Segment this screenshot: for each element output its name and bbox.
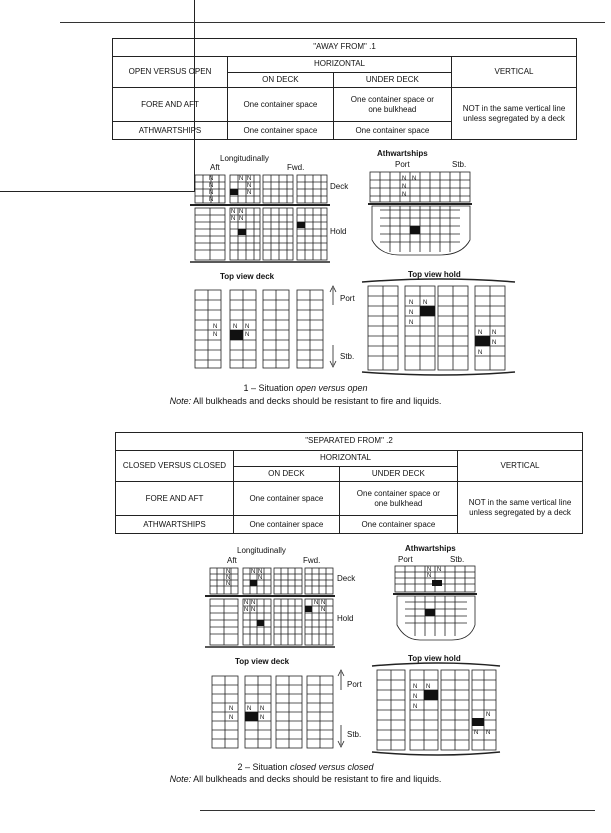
- svg-text:N: N: [409, 310, 414, 316]
- athwartships-label: Athwartships: [377, 149, 428, 158]
- svg-text:N: N: [409, 300, 414, 306]
- svg-text:N: N: [478, 350, 483, 356]
- svg-text:N: N: [251, 600, 256, 606]
- horizontal-header: HORIZONTAL: [234, 450, 458, 466]
- caption-2-italic: closed versus closed: [290, 762, 374, 772]
- svg-text:N: N: [427, 567, 432, 573]
- svg-text:N: N: [245, 332, 250, 338]
- fore-aft-on-deck: One container space: [234, 482, 340, 516]
- fore-aft-under-deck-line1: One container space or: [356, 488, 440, 498]
- svg-text:N: N: [486, 730, 491, 736]
- svg-text:N: N: [426, 684, 431, 690]
- fore-aft-under-deck-line2: one bulkhead: [368, 104, 417, 114]
- svg-text:N: N: [413, 684, 418, 690]
- svg-text:N: N: [258, 575, 263, 581]
- port-label: Port: [395, 160, 410, 169]
- svg-text:N: N: [226, 581, 231, 587]
- caption-1-prefix: 1 – Situation: [243, 383, 296, 393]
- svg-text:N: N: [492, 340, 497, 346]
- svg-text:N: N: [260, 715, 265, 721]
- svg-text:N: N: [209, 183, 214, 189]
- caption-1-italic: open versus open: [295, 383, 368, 393]
- row-label: OPEN VERSUS OPEN: [113, 56, 228, 87]
- svg-text:N: N: [474, 730, 479, 736]
- note-2-label: Note:: [169, 774, 192, 784]
- svg-text:N: N: [239, 176, 244, 182]
- svg-text:N: N: [260, 706, 265, 712]
- svg-text:N: N: [233, 324, 238, 330]
- svg-text:N: N: [239, 209, 244, 215]
- svg-text:N: N: [437, 567, 442, 573]
- port-arrow-label: Port: [347, 680, 362, 689]
- longitudinally-label: Longitudinally: [220, 154, 269, 163]
- aft-label: Aft: [227, 556, 237, 565]
- vertical-rule-line2: unless segregated by a deck: [469, 507, 571, 517]
- svg-text:N: N: [231, 209, 236, 215]
- note-1-label: Note:: [169, 396, 192, 406]
- svg-text:N: N: [209, 176, 214, 182]
- svg-text:N: N: [412, 176, 417, 182]
- table-title: "SEPARATED FROM" .2: [116, 433, 583, 451]
- athw-under-deck: One container space: [333, 122, 451, 140]
- fwd-label: Fwd.: [303, 556, 321, 565]
- svg-text:N: N: [251, 607, 256, 613]
- fore-aft-label: FORE AND AFT: [116, 482, 234, 516]
- under-deck-header: UNDER DECK: [339, 466, 457, 482]
- fwd-label: Fwd.: [287, 163, 305, 172]
- top-view-hold-label: Top view hold: [408, 654, 461, 663]
- port-arrow-label: Port: [340, 294, 355, 303]
- fore-aft-under-deck-line2: one bulkhead: [374, 498, 423, 508]
- stb-arrow-label: Stb.: [347, 730, 362, 739]
- vertical-header: VERTICAL: [458, 450, 583, 481]
- athw-on-deck: One container space: [228, 122, 334, 140]
- svg-text:N: N: [247, 190, 252, 196]
- svg-text:N: N: [231, 216, 236, 222]
- note-2: [0, 774, 611, 784]
- note-2-text: All bulkheads and decks should be resistant to fire and liquids.: [191, 774, 442, 784]
- fore-aft-on-deck: One container space: [228, 88, 334, 122]
- horizontal-header: HORIZONTAL: [228, 56, 452, 72]
- deck-label: Deck: [330, 182, 349, 191]
- vertical-rule-line1: NOT in the same vertical line: [462, 103, 566, 113]
- svg-text:N: N: [247, 706, 252, 712]
- table-title: "AWAY FROM" .1: [113, 39, 577, 57]
- vertical-rule-line1: NOT in the same vertical line: [468, 497, 572, 507]
- hold-label: Hold: [337, 614, 354, 623]
- on-deck-header: ON DECK: [234, 466, 340, 482]
- svg-text:N: N: [492, 330, 497, 336]
- athw-on-deck: One container space: [234, 516, 340, 534]
- aft-label: Aft: [210, 163, 220, 172]
- svg-text:N: N: [251, 569, 256, 575]
- note-1-text: All bulkheads and decks should be resistant to fire and liquids.: [191, 396, 442, 406]
- top-view-deck: [212, 676, 333, 748]
- svg-text:N: N: [244, 600, 249, 606]
- deck-label: Deck: [337, 574, 356, 583]
- longitudinally-label: Longitudinally: [237, 546, 286, 555]
- port-label: Port: [398, 555, 413, 564]
- svg-text:N: N: [427, 573, 432, 579]
- hold-label: Hold: [330, 227, 347, 236]
- svg-text:N: N: [209, 190, 214, 196]
- svg-text:N: N: [402, 184, 407, 190]
- svg-text:N: N: [229, 715, 234, 721]
- svg-text:N: N: [402, 192, 407, 198]
- svg-text:N: N: [258, 569, 263, 575]
- svg-text:N: N: [226, 575, 231, 581]
- svg-text:N: N: [226, 569, 231, 575]
- top-view-deck-label: Top view deck: [235, 657, 290, 666]
- svg-text:N: N: [244, 607, 249, 613]
- stb-arrow-label: Stb.: [340, 352, 355, 361]
- svg-text:N: N: [413, 694, 418, 700]
- caption-2: [0, 762, 611, 772]
- athw-under-deck: One container space: [339, 516, 457, 534]
- svg-text:N: N: [409, 320, 414, 326]
- fore-aft-under-deck-line1: One container space or: [350, 94, 434, 104]
- vertical-rule-line2: unless segregated by a deck: [463, 113, 565, 123]
- svg-text:N: N: [321, 600, 326, 606]
- svg-text:N: N: [247, 176, 252, 182]
- svg-text:N: N: [239, 216, 244, 222]
- athwartships-label: Athwartships: [405, 544, 456, 553]
- caption-2-prefix: 2 – Situation: [237, 762, 290, 772]
- vertical-header: VERTICAL: [452, 56, 577, 87]
- on-deck-header: ON DECK: [228, 72, 334, 88]
- athwartships-label: ATHWARTSHIPS: [116, 516, 234, 534]
- svg-text:N: N: [229, 706, 234, 712]
- athwartships-label: ATHWARTSHIPS: [113, 122, 228, 140]
- svg-text:N: N: [413, 704, 418, 710]
- svg-text:N: N: [321, 607, 326, 613]
- svg-text:N: N: [247, 183, 252, 189]
- svg-text:N: N: [213, 324, 218, 330]
- top-view-hold: [372, 663, 500, 755]
- row-label: CLOSED VERSUS CLOSED: [116, 450, 234, 481]
- svg-text:N: N: [314, 600, 319, 606]
- svg-text:N: N: [486, 712, 491, 718]
- stb-label: Stb.: [450, 555, 465, 564]
- svg-text:N: N: [478, 330, 483, 336]
- athwartships-section: [393, 566, 477, 640]
- stb-label: Stb.: [452, 160, 467, 169]
- svg-text:N: N: [402, 176, 407, 182]
- under-deck-header: UNDER DECK: [333, 72, 451, 88]
- top-view-hold-label: Top view hold: [408, 270, 461, 279]
- svg-text:N: N: [213, 332, 218, 338]
- svg-text:N: N: [423, 300, 428, 306]
- fore-aft-label: FORE AND AFT: [113, 88, 228, 122]
- svg-text:N: N: [245, 324, 250, 330]
- svg-text:N: N: [209, 197, 214, 203]
- top-view-deck-label: Top view deck: [220, 272, 275, 281]
